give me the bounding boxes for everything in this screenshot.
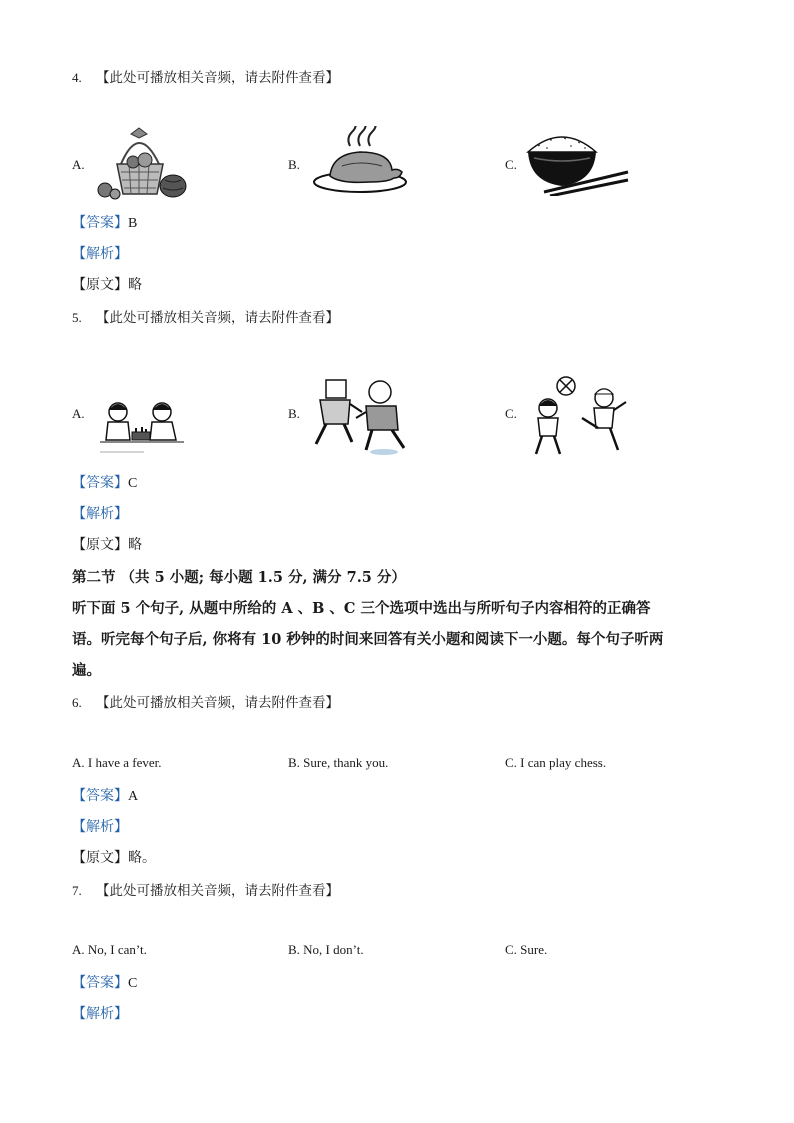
roast-chicken-image [310, 126, 410, 196]
q5-answer [72, 472, 137, 492]
analysis-label: 【解析】 [72, 1006, 128, 1022]
boys-walking-image [306, 378, 418, 456]
q5-option-c-letter: C. [505, 406, 517, 421]
answer-value: B [128, 216, 138, 231]
q6-header [72, 691, 339, 711]
q6-analysis [72, 816, 128, 836]
rice-bowl-image [524, 130, 630, 196]
q4-analysis [72, 243, 128, 263]
q4-instruction: 【此处可播放相关音频，请去附件查看】 [96, 70, 340, 86]
q6-number: 6. [72, 695, 82, 710]
q7-analysis [72, 1003, 128, 1023]
answer-value: C [128, 476, 138, 491]
q5-analysis [72, 503, 128, 523]
answer-label: 【答案】 [72, 215, 128, 231]
q4-option-c-letter: C. [505, 157, 517, 172]
fruit-basket-image [93, 124, 189, 204]
answer-label: 【答案】 [72, 788, 128, 804]
q7-header [72, 879, 339, 899]
q4-original [72, 274, 142, 294]
q4-number: 4. [72, 70, 82, 85]
section2-heading: 第二节 （共 5 小题; 每小题 1.5 分, 满分 7.5 分） [72, 569, 406, 586]
original-label: 【原文】 [72, 850, 128, 866]
q4-option-b-letter: B. [288, 157, 300, 172]
section2-instruction-line3: 遍。 [72, 662, 101, 679]
answer-value: C [128, 976, 138, 991]
boys-playing-chess-image [96, 398, 188, 456]
q6-option-a: A. I have a fever. [72, 755, 162, 770]
q7-number: 7. [72, 883, 82, 898]
boys-playing-football-image [526, 374, 632, 458]
q4-answer [72, 212, 137, 232]
original-value: 略 [128, 537, 142, 553]
q6-option-b: B. Sure, thank you. [288, 755, 389, 770]
q5-number: 5. [72, 310, 82, 325]
q7-option-c: C. Sure. [505, 942, 548, 957]
q5-original [72, 534, 142, 554]
analysis-label: 【解析】 [72, 506, 128, 522]
original-label: 【原文】 [72, 277, 128, 293]
q6-original [72, 847, 156, 867]
answer-value: A [128, 789, 139, 804]
answer-label: 【答案】 [72, 975, 128, 991]
original-value: 略。 [128, 850, 156, 866]
q5-option-a-letter: A. [72, 406, 85, 421]
q7-instruction: 【此处可播放相关音频，请去附件查看】 [96, 883, 340, 899]
analysis-label: 【解析】 [72, 819, 128, 835]
analysis-label: 【解析】 [72, 246, 128, 262]
q6-option-c: C. I can play chess. [505, 755, 607, 770]
q7-option-a: A. No, I can’t. [72, 942, 147, 957]
section2-instruction-line1: 听下面 5 个句子, 从题中所给的 A 、B 、C 三个选项中选出与所听句子内容相符的正确答 [72, 600, 651, 617]
q7-answer [72, 972, 137, 992]
original-value: 略 [128, 277, 142, 293]
answer-label: 【答案】 [72, 475, 128, 491]
section2-instruction-line2: 语。听完每个句子后, 你将有 10 秒钟的时间来回答有关小题和阅读下一小题。每个句子听两 [72, 631, 664, 648]
original-label: 【原文】 [72, 537, 128, 553]
q5-header [72, 306, 339, 326]
q4-header [72, 66, 339, 86]
q7-option-b: B. No, I don’t. [288, 942, 364, 957]
q6-instruction: 【此处可播放相关音频，请去附件查看】 [96, 695, 340, 711]
q5-option-b-letter: B. [288, 406, 300, 421]
q5-instruction: 【此处可播放相关音频，请去附件查看】 [96, 310, 340, 326]
q6-answer [72, 785, 138, 805]
q4-option-a-letter: A. [72, 157, 85, 172]
